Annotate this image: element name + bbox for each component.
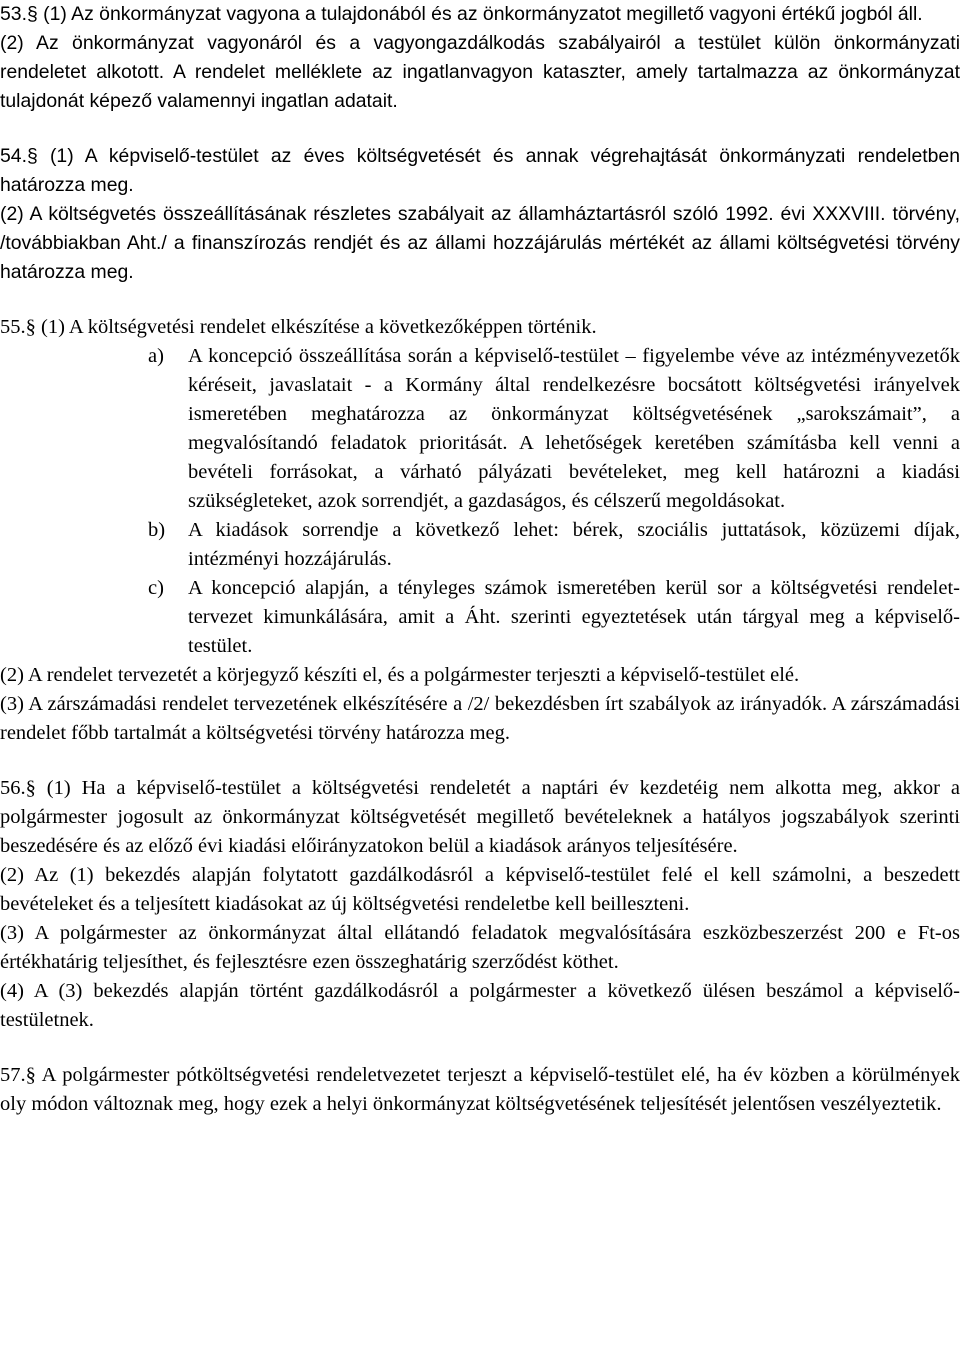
- paragraph-53-2-text: (2) Az önkormányzat vagyonáról és a vagyongazdálkodás szabályairól a testület külön önkormányzati rendeletet alkotott.: [0, 32, 960, 83]
- section-54: [0, 142, 960, 287]
- paragraph-53-2-annex: A rendelet melléklete az ingatlanvagyon kataszter, amely tartalmazza az önkormányzat tulajdonát képező valamennyi ingatlan adatait.: [0, 61, 960, 112]
- list-marker: c): [148, 577, 164, 599]
- paragraph-54-2: [0, 200, 960, 287]
- paragraph-55-3: (3) A zárszámadási rendelet tervezetének elkészítésére a /2/ bekezdésben írt szabályok az irányadók. A zárszámadási rendelet főbb tartalmát a költségvetési törvény határozza meg.: [0, 693, 960, 744]
- paragraph-53-2: [0, 29, 960, 116]
- paragraph-56-2: (2) Az (1) bekezdés alapján folytatott gazdálkodásról a képviselő-testület felé el kell számolni, a beszedett bevételeket és a teljesített kiadásokat az új költségvetési rendeletbe kell beilleszteni.: [0, 864, 960, 915]
- section-56: [0, 774, 960, 1035]
- paragraph-54-1: 54.§ (1) A képviselő-testület az éves költségvetését és annak végrehajtását önkormányzati rendeletben határozza meg.: [0, 145, 960, 196]
- paragraph-55-2: (2) A rendelet tervezetét a körjegyző készíti el, és a polgármester terjeszti a képviselő-testület elé.: [0, 664, 800, 686]
- list-marker: b): [148, 519, 166, 541]
- paragraph-53-1: 53.§ (1) Az önkormányzat vagyona a tulajdonából és az önkormányzatot megillető vagyoni értékű jogból áll.: [0, 3, 923, 25]
- list-item-text: A koncepció összeállítása során a képviselő-testület – figyelembe véve az intézményvezetők kéréseit, javaslatait - a Kormány által rendelkezésre bocsátott költségvetési irányelvek ismeretében meghatározza az önkormányzat költségvetésének „sarokszámait”, a megvalósítandó feladatok prioritását. A lehetőségek keretében számításba kell venni a bevételi forrásokat, a várható pályázati bevételeket, meg kell határozni a kiadási szükségleteket, azok sorrendjét, a gazdaságos, és célszerű megoldásokat.: [188, 345, 960, 512]
- paragraph-55-1: 55.§ (1) A költségvetési rendelet elkészítése a következőképpen történik.: [0, 316, 597, 338]
- list-item-c: [148, 574, 960, 661]
- list-item-a: [148, 342, 960, 516]
- list-marker: a): [148, 345, 164, 367]
- paragraph-54-2-text: (2) A költségvetés összeállításának részletes szabályait az államháztartásról szóló 1992. évi XXXVIII. törvény, /továbbiakban Aht.: [0, 203, 960, 254]
- spacer: [0, 287, 960, 313]
- paragraph-56-1: 56.§ (1) Ha a képviselő-testület a költségvetési rendeletét a naptári év kezdetéig nem alkotta meg, akkor a polgármester jogosult az önkormányzat költségvetését megillető bevételeknek a hatályos jogszabályok szerinti beszedésére és az előző évi kiadási előirányzatokon belül a kiadások arányos teljesítésére.: [0, 777, 960, 857]
- section-57: [0, 1061, 960, 1119]
- paragraph-56-4: (4) A (3) bekezdés alapján történt gazdálkodásról a polgármester a következő ülésen beszámol a képviselő-testületnek.: [0, 980, 960, 1031]
- section-53: [0, 0, 960, 116]
- list-item-text: A koncepció alapján, a tényleges számok ismeretében kerül sor a költségvetési rendelet-tervezet kimunkálására, amit a Áht. szerinti egyeztetések után tárgyal meg a képviselő-testület.: [188, 577, 960, 657]
- paragraph-56-3: (3) A polgármester az önkormányzat által ellátandó feladatok megvalósítására eszközbeszerzést 200 e Ft-os értékhatárig teljesíthet, és fejlesztésre ezen összeghatárig szerződést köthet.: [0, 922, 960, 973]
- paragraph-57-1: 57.§ A polgármester pótköltségvetési rendeletvezetet terjeszt a képviselő-testület elé, ha év közben a körülmények oly módon változnak meg, hogy ezek a helyi önkormányzat költségvetésének teljesítését jelentősen veszélyeztetik.: [0, 1064, 960, 1115]
- spacer: [0, 116, 960, 142]
- list-item-text: A kiadások sorrendje a következő lehet: bérek, szociális juttatások, közüzemi díjak, intézményi hozzájárulás.: [188, 519, 960, 570]
- list-item-b: [148, 516, 960, 574]
- spacer: [0, 748, 960, 774]
- spacer: [0, 1035, 960, 1061]
- paragraph-54-2-cont: / a finanszírozás rendjét és az állami hozzájárulás mértékét az állami költségvetési törvény határozza meg.: [0, 232, 960, 283]
- section-55: [0, 313, 960, 748]
